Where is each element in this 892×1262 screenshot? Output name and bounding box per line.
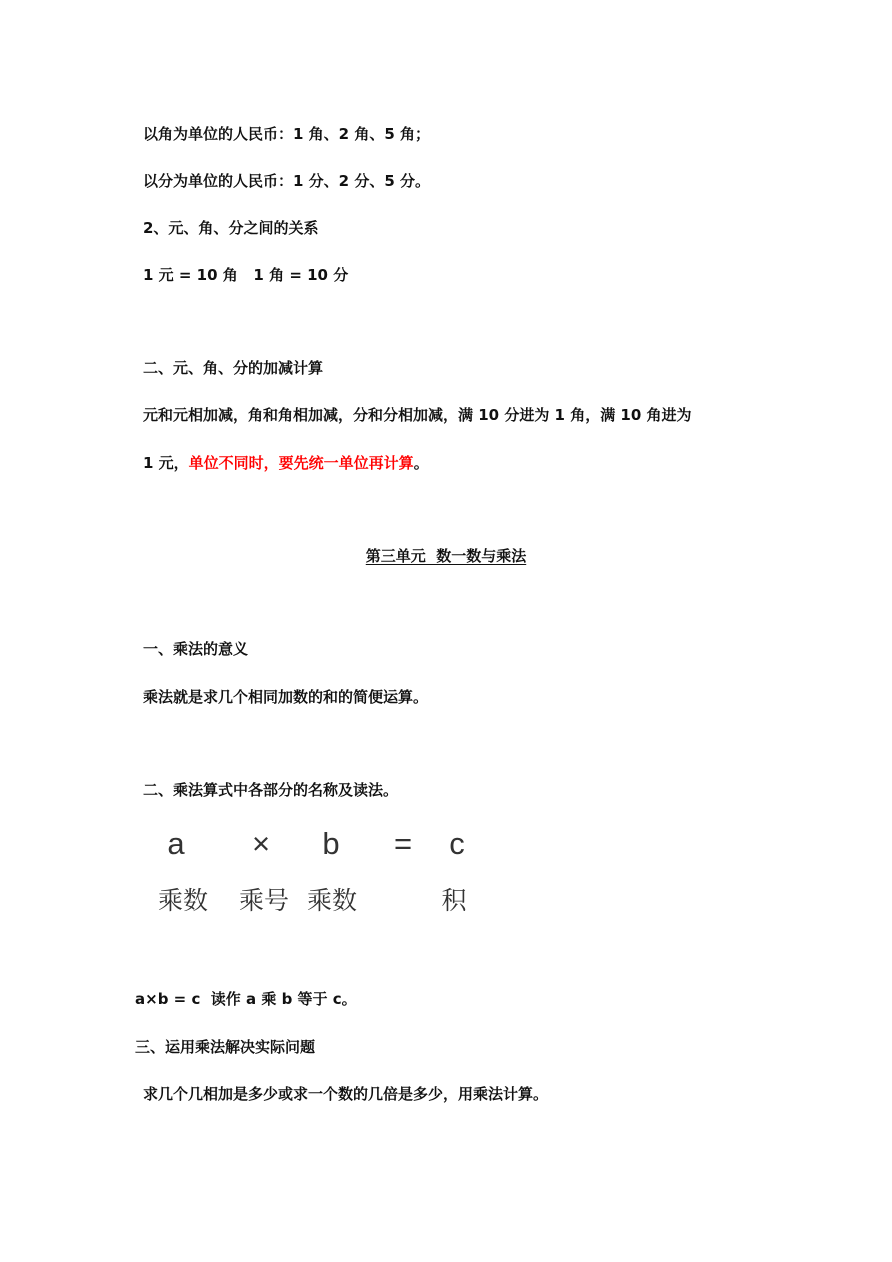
- calc-rule-end-suffix: 。: [413, 454, 429, 472]
- unit3-title: 第三单元 数一数与乘法: [365, 547, 527, 565]
- calc-rule-end-line: [143, 453, 429, 473]
- calc-rule-line: 元和元相加减，角和角相加减，分和分相加减，满 10 分进为 1 角，满 10 角进为: [143, 406, 692, 424]
- fen-units-line: 以分为单位的人民币：1 分、2 分、5 分。: [143, 172, 430, 190]
- formula-times-sign: ×: [251, 826, 271, 861]
- formula-b: b: [322, 826, 340, 861]
- meaning-text: 乘法就是求几个相同加数的和的简便运算。: [143, 688, 429, 706]
- formula-name-times-sign: 乘号: [238, 886, 289, 915]
- apply-heading: 三、运用乘法解决实际问题: [135, 1038, 316, 1056]
- unit3-title-wrap: [0, 546, 892, 566]
- meaning-heading: 一、乘法的意义: [143, 640, 249, 658]
- parts-heading: 二、乘法算式中各部分的名称及读法。: [143, 781, 399, 799]
- formula-equals-sign: =: [393, 826, 413, 861]
- formula-name-product: 积: [441, 886, 467, 915]
- calc-rule-end-prefix: 1 元，: [143, 454, 189, 472]
- formula-a: a: [167, 826, 185, 861]
- calc-heading: 二、元、角、分的加减计算: [143, 359, 324, 377]
- formula-name-multiplicand: 乘数: [157, 886, 208, 915]
- jiao-units-line: 以角为单位的人民币：1 角、2 角、5 角；: [143, 125, 430, 143]
- formula-name-multiplier: 乘数: [306, 886, 357, 915]
- relation-values: 1 元 = 10 角 1 角 = 10 分: [143, 266, 349, 284]
- apply-text: 求几个几相加是多少或求一个数的几倍是多少，用乘法计算。: [143, 1085, 549, 1103]
- formula-c: c: [449, 826, 465, 861]
- formula-reading: a×b = c 读作 a 乘 b 等于 c。: [135, 990, 357, 1008]
- relation-heading: 2、元、角、分之间的关系: [143, 219, 319, 237]
- calc-rule-highlight: 单位不同时，要先统一单位再计算: [188, 454, 414, 472]
